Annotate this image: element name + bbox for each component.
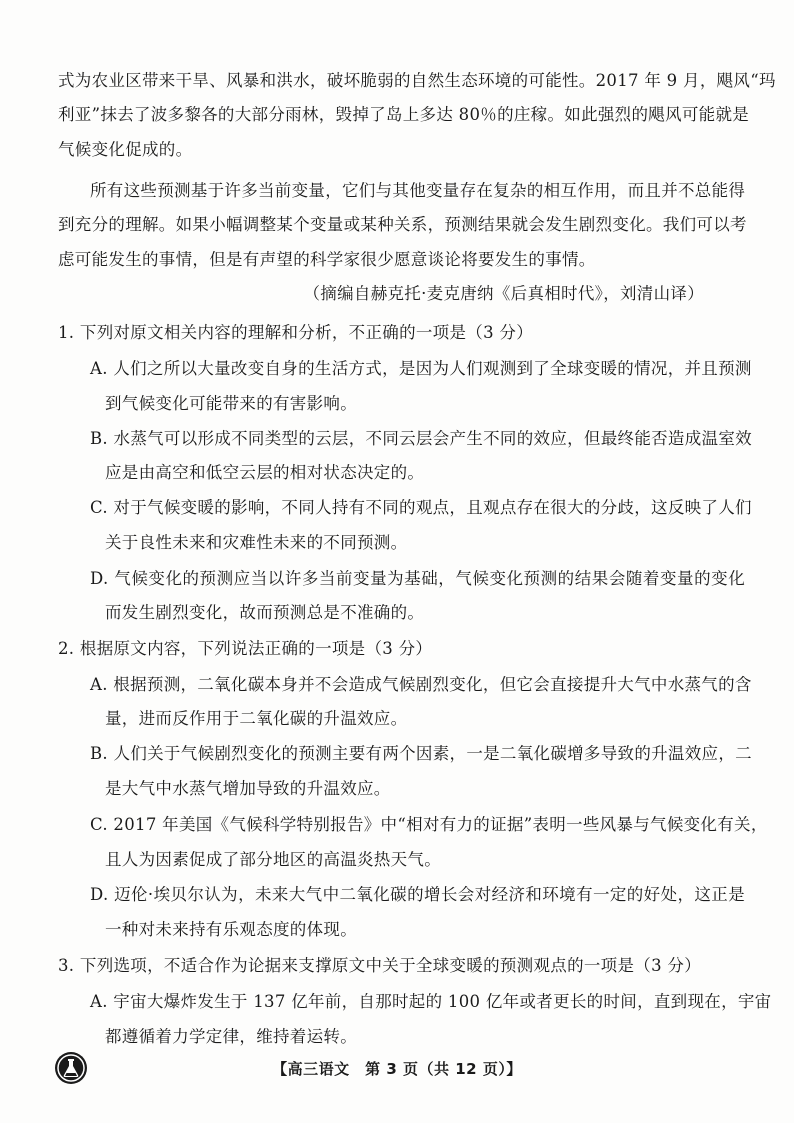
q3-option-a-cont: 都遵循着力学定律，维持着运转。 bbox=[105, 1027, 357, 1046]
q2-option-d-cont: 一种对未来持有乐观态度的体现。 bbox=[105, 920, 357, 939]
q1-option-d: D. 气候变化的预测应当以许多当前变量为基础，气候变化预测的结果会随着变量的变化 bbox=[90, 569, 745, 588]
q2-option-c-cont: 且人为因素促成了部分地区的高温炎热天气。 bbox=[105, 850, 441, 869]
q1-option-c: C. 对于气候变暖的影响，不同人持有不同的观点，且观点存在很大的分歧，这反映了人们 bbox=[90, 498, 752, 517]
passage-line: 到充分的理解。如果小幅调整某个变量或某种关系，预测结果就会发生剧烈变化。我们可以考 bbox=[58, 215, 747, 234]
q2-option-d: D. 迈伦·埃贝尔认为，未来大气中二氧化碳的增长会对经济和环境有一定的好处，这正是 bbox=[90, 885, 745, 904]
question-2-title: 2. 根据原文内容，下列说法正确的一项是（3 分） bbox=[58, 639, 433, 658]
q2-option-b: B. 人们关于气候剧烈变化的预测主要有两个因素，一是二氧化碳增多导致的升温效应，二 bbox=[90, 744, 752, 763]
source-citation: （摘编自赫克托·麦克唐纳《后真相时代》，刘清山译） bbox=[303, 284, 704, 303]
passage-line: 式为农业区带来干旱、风暴和洪水，破坏脆弱的自然生态环境的可能性。2017 年 9 月，飓风“玛 bbox=[58, 71, 776, 90]
q1-option-b: B. 水蒸气可以形成不同类型的云层，不同云层会产生不同的效应，但最终能否造成温室效 bbox=[90, 429, 752, 448]
q1-option-d-cont: 而发生剧烈变化，故而预测总是不准确的。 bbox=[105, 603, 425, 622]
q2-option-a-cont: 量，进而反作用于二氧化碳的升温效应。 bbox=[105, 709, 408, 728]
q2-option-a: A. 根据预测，二氧化碳本身并不会造成气候剧烈变化，但它会直接提升大气中水蒸气的含 bbox=[90, 675, 752, 694]
passage-line: 所有这些预测基于许多当前变量，它们与其他变量存在复杂的相互作用，而且并不总能得 bbox=[90, 181, 746, 200]
page-footer: 【高三语文 第 3 页（共 12 页）】 bbox=[272, 1060, 522, 1078]
q2-option-c: C. 2017 年美国《气候科学特别报告》中“相对有力的证据”表明一些风暴与气候变化有关， bbox=[90, 815, 768, 834]
passage-line: 虑可能发生的事情，但是有声望的科学家很少愿意谈论将要发生的事情。 bbox=[58, 250, 596, 269]
passage-line: 利亚”抹去了波多黎各的大部分雨林，毁掉了岛上多达 80％的庄稼。如此强烈的飓风可能就是 bbox=[58, 105, 750, 124]
q1-option-c-cont: 关于良性未来和灾难性未来的不同预测。 bbox=[105, 533, 408, 552]
q1-option-b-cont: 应是由高空和低空云层的相对状态决定的。 bbox=[105, 463, 425, 482]
q1-option-a-cont: 到气候变化可能带来的有害影响。 bbox=[105, 394, 357, 413]
question-3-title: 3. 下列选项，不适合作为论据来支撑原文中关于全球变暖的预测观点的一项是（3 分） bbox=[58, 956, 702, 975]
q2-option-b-cont: 是大气中水蒸气增加导致的升温效应。 bbox=[105, 779, 391, 798]
passage-line: 气候变化促成的。 bbox=[58, 140, 193, 159]
question-1-title: 1. 下列对原文相关内容的理解和分析，不正确的一项是（3 分） bbox=[58, 323, 534, 342]
q3-option-a: A. 宇宙大爆炸发生于 137 亿年前，自那时起的 100 亿年或者更长的时间，直到现在，宇宙 bbox=[90, 992, 772, 1011]
q1-option-a: A. 人们之所以大量改变自身的生活方式，是因为人们观测到了全球变暖的情况，并且预测 bbox=[90, 359, 752, 378]
